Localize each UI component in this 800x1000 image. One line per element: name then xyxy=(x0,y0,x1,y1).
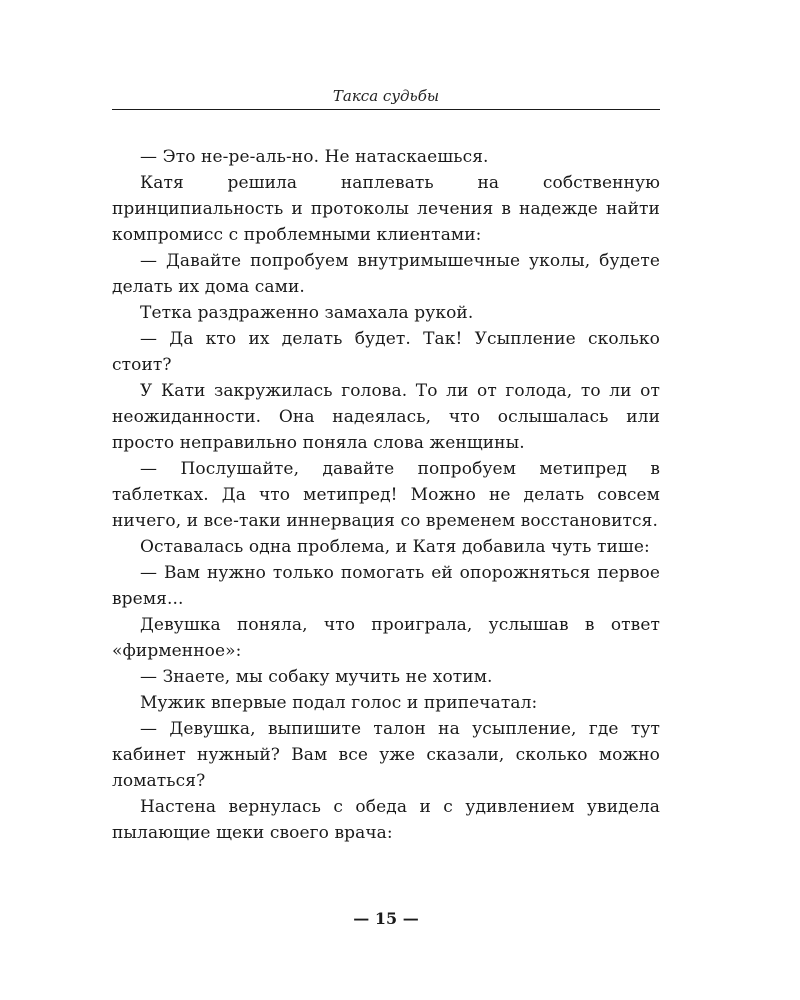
body-text xyxy=(112,144,660,846)
paragraph: — Знаете, мы собаку мучить не хотим. xyxy=(140,667,493,687)
paragraph: — Девушка, выпишите талон на усыпление, где тут кабинет нужный? Вам все уже сказали, сколько можно ломаться? xyxy=(112,719,660,791)
running-title: Такса судьбы xyxy=(332,87,440,105)
paragraph: Мужик впервые подал голос и припечатал: xyxy=(140,693,538,713)
paragraph: Тетка раздраженно замахала рукой. xyxy=(140,303,474,323)
paragraph: — Да кто их делать будет. Так! Усыпление сколько стоит? xyxy=(112,329,660,375)
paragraph: — Вам нужно только помогать ей опорожняться первое время... xyxy=(112,563,660,609)
paragraph: Катя решила наплевать на собственную принципиальность и протоколы лечения в надежде найти компромисс с проблемными клиентами: xyxy=(112,173,660,245)
paragraph: — Это не-ре-аль-но. Не натаскаешься. xyxy=(140,147,489,167)
paragraph: Настена вернулась с обеда и с удивлением увидела пылающие щеки своего врача: xyxy=(112,797,660,843)
page-number: — 15 — xyxy=(353,909,419,928)
header-rule xyxy=(112,109,660,110)
paragraph: У Кати закружилась голова. То ли от голода, то ли от неожиданности. Она надеялась, что ослышалась или просто неправильно поняла слова женщины. xyxy=(112,381,660,453)
paragraph: Девушка поняла, что проиграла, услышав в ответ «фирменное»: xyxy=(112,615,660,661)
paragraph: Оставалась одна проблема, и Катя добавила чуть тише: xyxy=(140,537,650,557)
paragraph: — Послушайте, давайте попробуем метипред в таблетках. Да что метипред! Можно не делать совсем ничего, и все-таки иннервация со временем восстановится. xyxy=(112,459,660,531)
paragraph: — Давайте попробуем внутримышечные уколы, будете делать их дома сами. xyxy=(112,251,660,297)
